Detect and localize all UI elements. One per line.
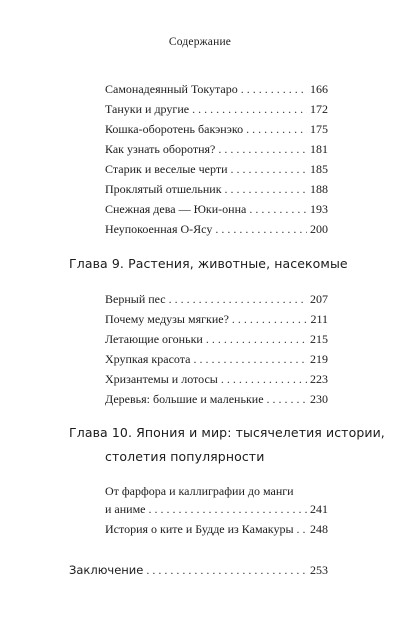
toc-entry xyxy=(105,502,328,516)
toc-entry-title: Верный пес xyxy=(105,292,166,306)
toc-entry-title: Заключение xyxy=(69,563,144,577)
toc-entry-page: 241 xyxy=(310,502,328,516)
toc-entry-page: 230 xyxy=(310,392,328,406)
toc-entry-page: 215 xyxy=(310,332,328,346)
toc-entry xyxy=(105,102,328,116)
leader-dots xyxy=(297,522,307,536)
toc-entry xyxy=(105,392,328,406)
toc-entry-page: 166 xyxy=(310,82,328,96)
leader-dots xyxy=(218,142,307,156)
toc-entry-title: Деревья: большие и маленькие xyxy=(105,392,264,406)
toc-entry xyxy=(105,222,328,236)
toc-entry-page: 181 xyxy=(310,142,328,156)
toc-entry-page: 223 xyxy=(310,372,328,386)
toc-entry xyxy=(105,332,328,346)
chapter-heading-continuation: столетия популярности xyxy=(105,449,265,464)
toc-entry xyxy=(105,522,328,536)
toc-entry-page: 207 xyxy=(310,292,328,306)
toc-entry xyxy=(105,352,328,366)
leader-dots xyxy=(206,332,307,346)
toc-entry xyxy=(105,162,328,176)
leader-dots xyxy=(149,502,307,516)
toc-entry-page: 248 xyxy=(310,522,328,536)
toc-entry-page: 188 xyxy=(310,182,328,196)
toc-entry-title: Хрупкая красота xyxy=(105,352,191,366)
toc-entry-conclusion xyxy=(69,563,328,577)
leader-dots xyxy=(231,162,307,176)
chapter-heading: Глава 10. Япония и мир: тысячелетия истории, xyxy=(69,425,385,440)
toc-entry-page: 172 xyxy=(310,102,328,116)
toc-entry-title: Летающие огоньки xyxy=(105,332,203,346)
toc-entry-title: Тануки и другие xyxy=(105,102,190,116)
leader-dots xyxy=(169,292,307,306)
toc-entry-title: Старик и веселые черти xyxy=(105,162,228,176)
leader-dots xyxy=(267,392,307,406)
toc-entry xyxy=(105,372,328,386)
toc-entry-page: 175 xyxy=(310,122,328,136)
toc-entry xyxy=(105,182,328,196)
toc-entry-page: 219 xyxy=(310,352,328,366)
toc-entry-title: Как узнать оборотня? xyxy=(105,142,216,156)
toc-entry-title: Почему медузы мягкие? xyxy=(105,312,229,326)
leader-dots xyxy=(246,122,307,136)
toc-entry-title: Кошка-оборотень бакэнэко xyxy=(105,122,244,136)
toc-entry-page: 253 xyxy=(310,563,328,577)
toc-entry-page: 185 xyxy=(310,162,328,176)
toc-entry-page: 193 xyxy=(310,202,328,216)
leader-dots xyxy=(192,102,307,116)
toc-entry-title: Самонадеянный Токутаро xyxy=(105,82,238,96)
toc-entry-page: 200 xyxy=(310,222,328,236)
toc-entry xyxy=(105,292,328,306)
leader-dots xyxy=(193,352,307,366)
toc-entry xyxy=(105,142,328,156)
toc-entry-title: Снежная дева — Юки-онна xyxy=(105,202,247,216)
chapter-heading: Глава 9. Растения, животные, насекомые xyxy=(69,256,348,271)
toc-entry xyxy=(105,122,328,136)
leader-dots xyxy=(146,563,307,577)
toc-entry xyxy=(105,312,328,326)
toc-entry-title: Проклятый отшельник xyxy=(105,182,222,196)
toc-entry xyxy=(105,202,328,216)
toc-entry-page: 211 xyxy=(310,312,328,326)
toc-entry-title: Хризантемы и лотосы xyxy=(105,372,218,386)
leader-dots xyxy=(249,202,307,216)
leader-dots xyxy=(215,222,307,236)
leader-dots xyxy=(221,372,307,386)
toc-entry xyxy=(105,82,328,96)
leader-dots xyxy=(232,312,308,326)
toc-entry-title: История о ките и Будде из Камакуры xyxy=(105,522,294,536)
toc-entry-title: Неупокоенная О-Ясу xyxy=(105,222,213,236)
running-head: Содержание xyxy=(168,36,232,48)
leader-dots xyxy=(225,182,307,196)
leader-dots xyxy=(241,82,307,96)
toc-entry-title: От фарфора и каллиграфии до манги xyxy=(105,484,294,498)
toc-entry-title: и аниме xyxy=(105,502,146,516)
